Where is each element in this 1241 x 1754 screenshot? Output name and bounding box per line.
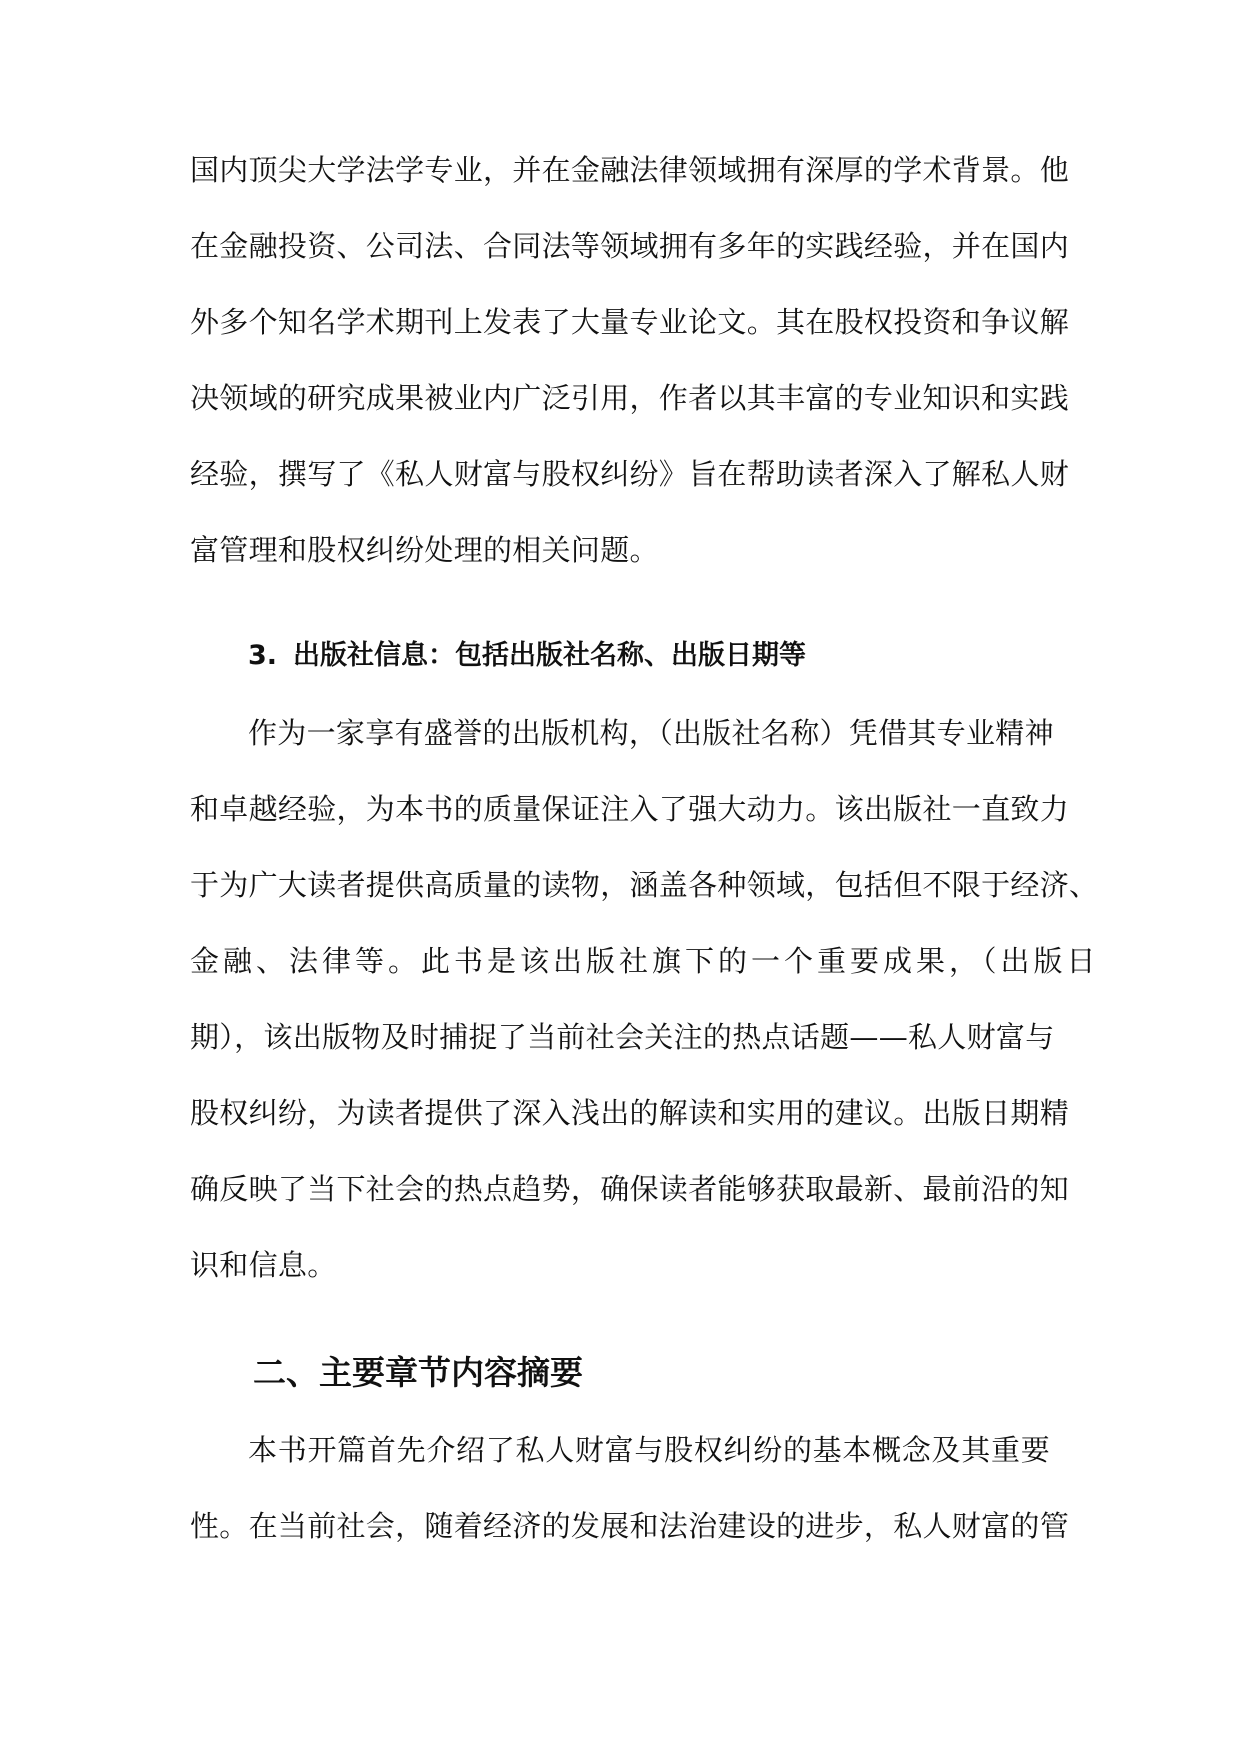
chapter-paragraph-line-2: 性。在当前社会，随着经济的发展和法治建设的进步，私人财富的管 [190,1509,1070,1543]
chapter-summary-heading: 二、主要章节内容摘要 [253,1353,583,1392]
publisher-section-heading [248,632,806,680]
author-paragraph-line-6: 富管理和股权纠纷处理的相关问题。 [190,533,659,567]
publisher-paragraph-line-6: 股权纠纷，为读者提供了深入浅出的解读和实用的建议。出版日期精 [190,1096,1070,1130]
publisher-section-title: 出版社信息：包括出版社名称、出版日期等 [293,640,807,671]
publisher-paragraph-line-8: 识和信息。 [190,1248,337,1282]
publisher-paragraph-line-3: 于为广大读者提供高质量的读物，涵盖各种领域，包括但不限于经济、 [190,868,1099,902]
author-paragraph-line-5: 经验，撰写了《私人财富与股权纠纷》旨在帮助读者深入了解私人财 [190,457,1070,491]
publisher-paragraph-line-4: 金融、法律等。此书是该出版社旗下的一个重要成果，（出版日 [190,944,1100,978]
author-paragraph-line-1: 国内顶尖大学法学专业，并在金融法律领域拥有深厚的学术背景。他 [190,153,1070,187]
author-paragraph-line-2: 在金融投资、公司法、合同法等领域拥有多年的实践经验，并在国内 [190,229,1070,263]
chapter-paragraph-line-1: 本书开篇首先介绍了私人财富与股权纠纷的基本概念及其重要 [248,1433,1050,1467]
publisher-section-number: 3. [248,640,278,671]
author-paragraph-line-4: 决领域的研究成果被业内广泛引用，作者以其丰富的专业知识和实践 [190,381,1070,415]
author-paragraph-line-3: 外多个知名学术期刊上发表了大量专业论文。其在股权投资和争议解 [190,305,1070,339]
publisher-paragraph-line-2: 和卓越经验，为本书的质量保证注入了强大动力。该出版社一直致力 [190,792,1070,826]
publisher-paragraph-line-1: 作为一家享有盛誉的出版机构，（出版社名称）凭借其专业精神 [248,716,1054,750]
publisher-paragraph-line-7: 确反映了当下社会的热点趋势，确保读者能够获取最新、最前沿的知 [190,1172,1070,1206]
publisher-paragraph-line-5: 期），该出版物及时捕捉了当前社会关注的热点话题——私人财富与 [190,1020,1055,1054]
